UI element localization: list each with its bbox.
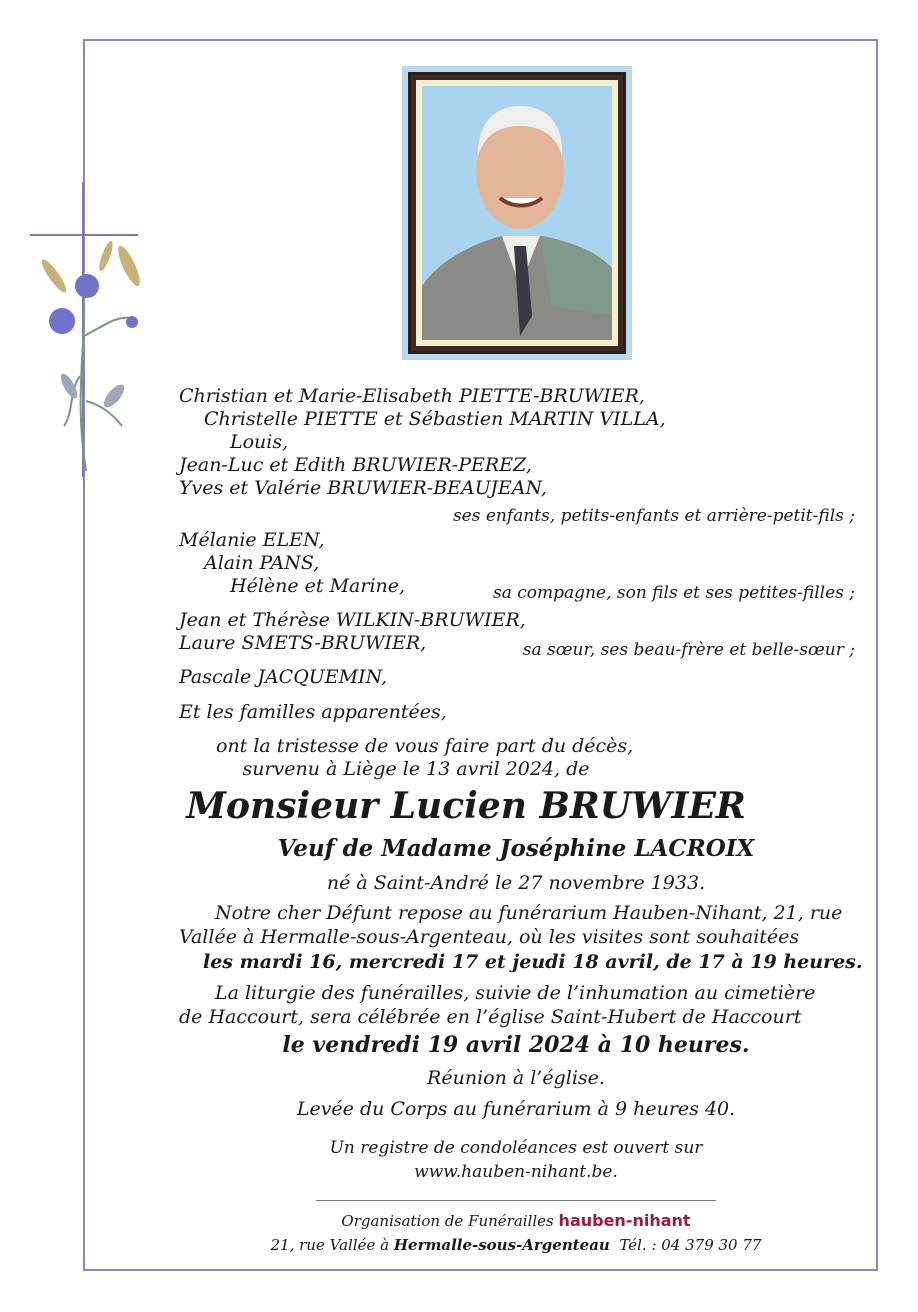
portrait-photo — [422, 86, 612, 340]
family-line: Christian et Marie-Elisabeth PIETTE-BRUWIER, — [179, 385, 645, 407]
announcement-line: survenu à Liège le 13 avril 2024, de — [242, 758, 590, 780]
family-line: Hélène et Marine, — [230, 575, 406, 597]
deceased-name: Monsieur Lucien BRUWIER — [186, 785, 746, 827]
footer-org — [216, 1213, 816, 1229]
footer-address — [216, 1238, 816, 1253]
visits-times: les mardi 16, mercredi 17 et jeudi 18 avril, de 17 à 19 heures. — [203, 951, 863, 973]
footer-org-prefix: Organisation de Funérailles — [341, 1212, 554, 1230]
brand-logo: hauben-nihant — [558, 1211, 691, 1230]
funeral-line: de Haccourt, sera célébrée en l’église Saint-Hubert de Haccourt — [179, 1006, 802, 1028]
announcement-line: ont la tristesse de vous faire part du décès, — [216, 735, 634, 757]
family-line: Jean et Thérèse WILKIN-BRUWIER, — [179, 609, 526, 631]
funeral-line: La liturgie des funérailles, suivie de l’inhumation au cimetière — [215, 982, 816, 1004]
funeral-date: le vendredi 19 avril 2024 à 10 heures. — [282, 1032, 750, 1058]
meeting-line: Réunion à l’église. — [427, 1067, 605, 1089]
family-relation: sa compagne, son fils et ses petites-filles ; — [493, 583, 855, 603]
widower-line: Veuf de Madame Joséphine LACROIX — [277, 835, 755, 862]
birth-line: né à Saint-André le 27 novembre 1933. — [326, 872, 706, 894]
visits-line: Vallée à Hermalle-sous-Argenteau, où les visites sont souhaitées — [179, 926, 800, 948]
family-line: Alain PANS, — [204, 552, 320, 574]
levee-line: Levée du Corps au funérarium à 9 heures 40. — [296, 1098, 736, 1120]
footer-phone: Tél. : 04 379 30 77 — [619, 1236, 762, 1254]
family-line: Jean-Luc et Edith BRUWIER-PEREZ, — [179, 454, 532, 476]
family-line: Laure SMETS-BRUWIER, — [179, 632, 427, 654]
visits-line: Notre cher Défunt repose au funérarium Hauben-Nihant, 21, rue — [215, 902, 843, 924]
family-line: Et les familles apparentées, — [179, 701, 447, 723]
portrait-frame — [408, 72, 626, 354]
cornflower-wheat-icon — [14, 226, 154, 476]
family-relation: ses enfants, petits-enfants et arrière-petit-fils ; — [452, 506, 855, 526]
family-line: Yves et Valérie BRUWIER-BEAUJEAN, — [179, 477, 547, 499]
family-line: Christelle PIETTE et Sébastien MARTIN VILLA, — [204, 408, 666, 430]
condolences-url[interactable]: www.hauben-nihant.be. — [414, 1162, 618, 1182]
family-relation: sa sœur, ses beau-frère et belle-sœur ; — [522, 640, 855, 660]
family-line: Mélanie ELEN, — [179, 529, 325, 551]
footer-address-prefix: 21, rue Vallée à — [270, 1236, 390, 1254]
family-line: Pascale JACQUEMIN, — [179, 666, 388, 688]
footer-divider — [316, 1200, 716, 1201]
footer-town: Hermalle-sous-Argenteau — [393, 1236, 610, 1254]
family-line: Louis, — [230, 431, 289, 453]
condolences-line: Un registre de condoléances est ouvert sur — [329, 1138, 703, 1158]
